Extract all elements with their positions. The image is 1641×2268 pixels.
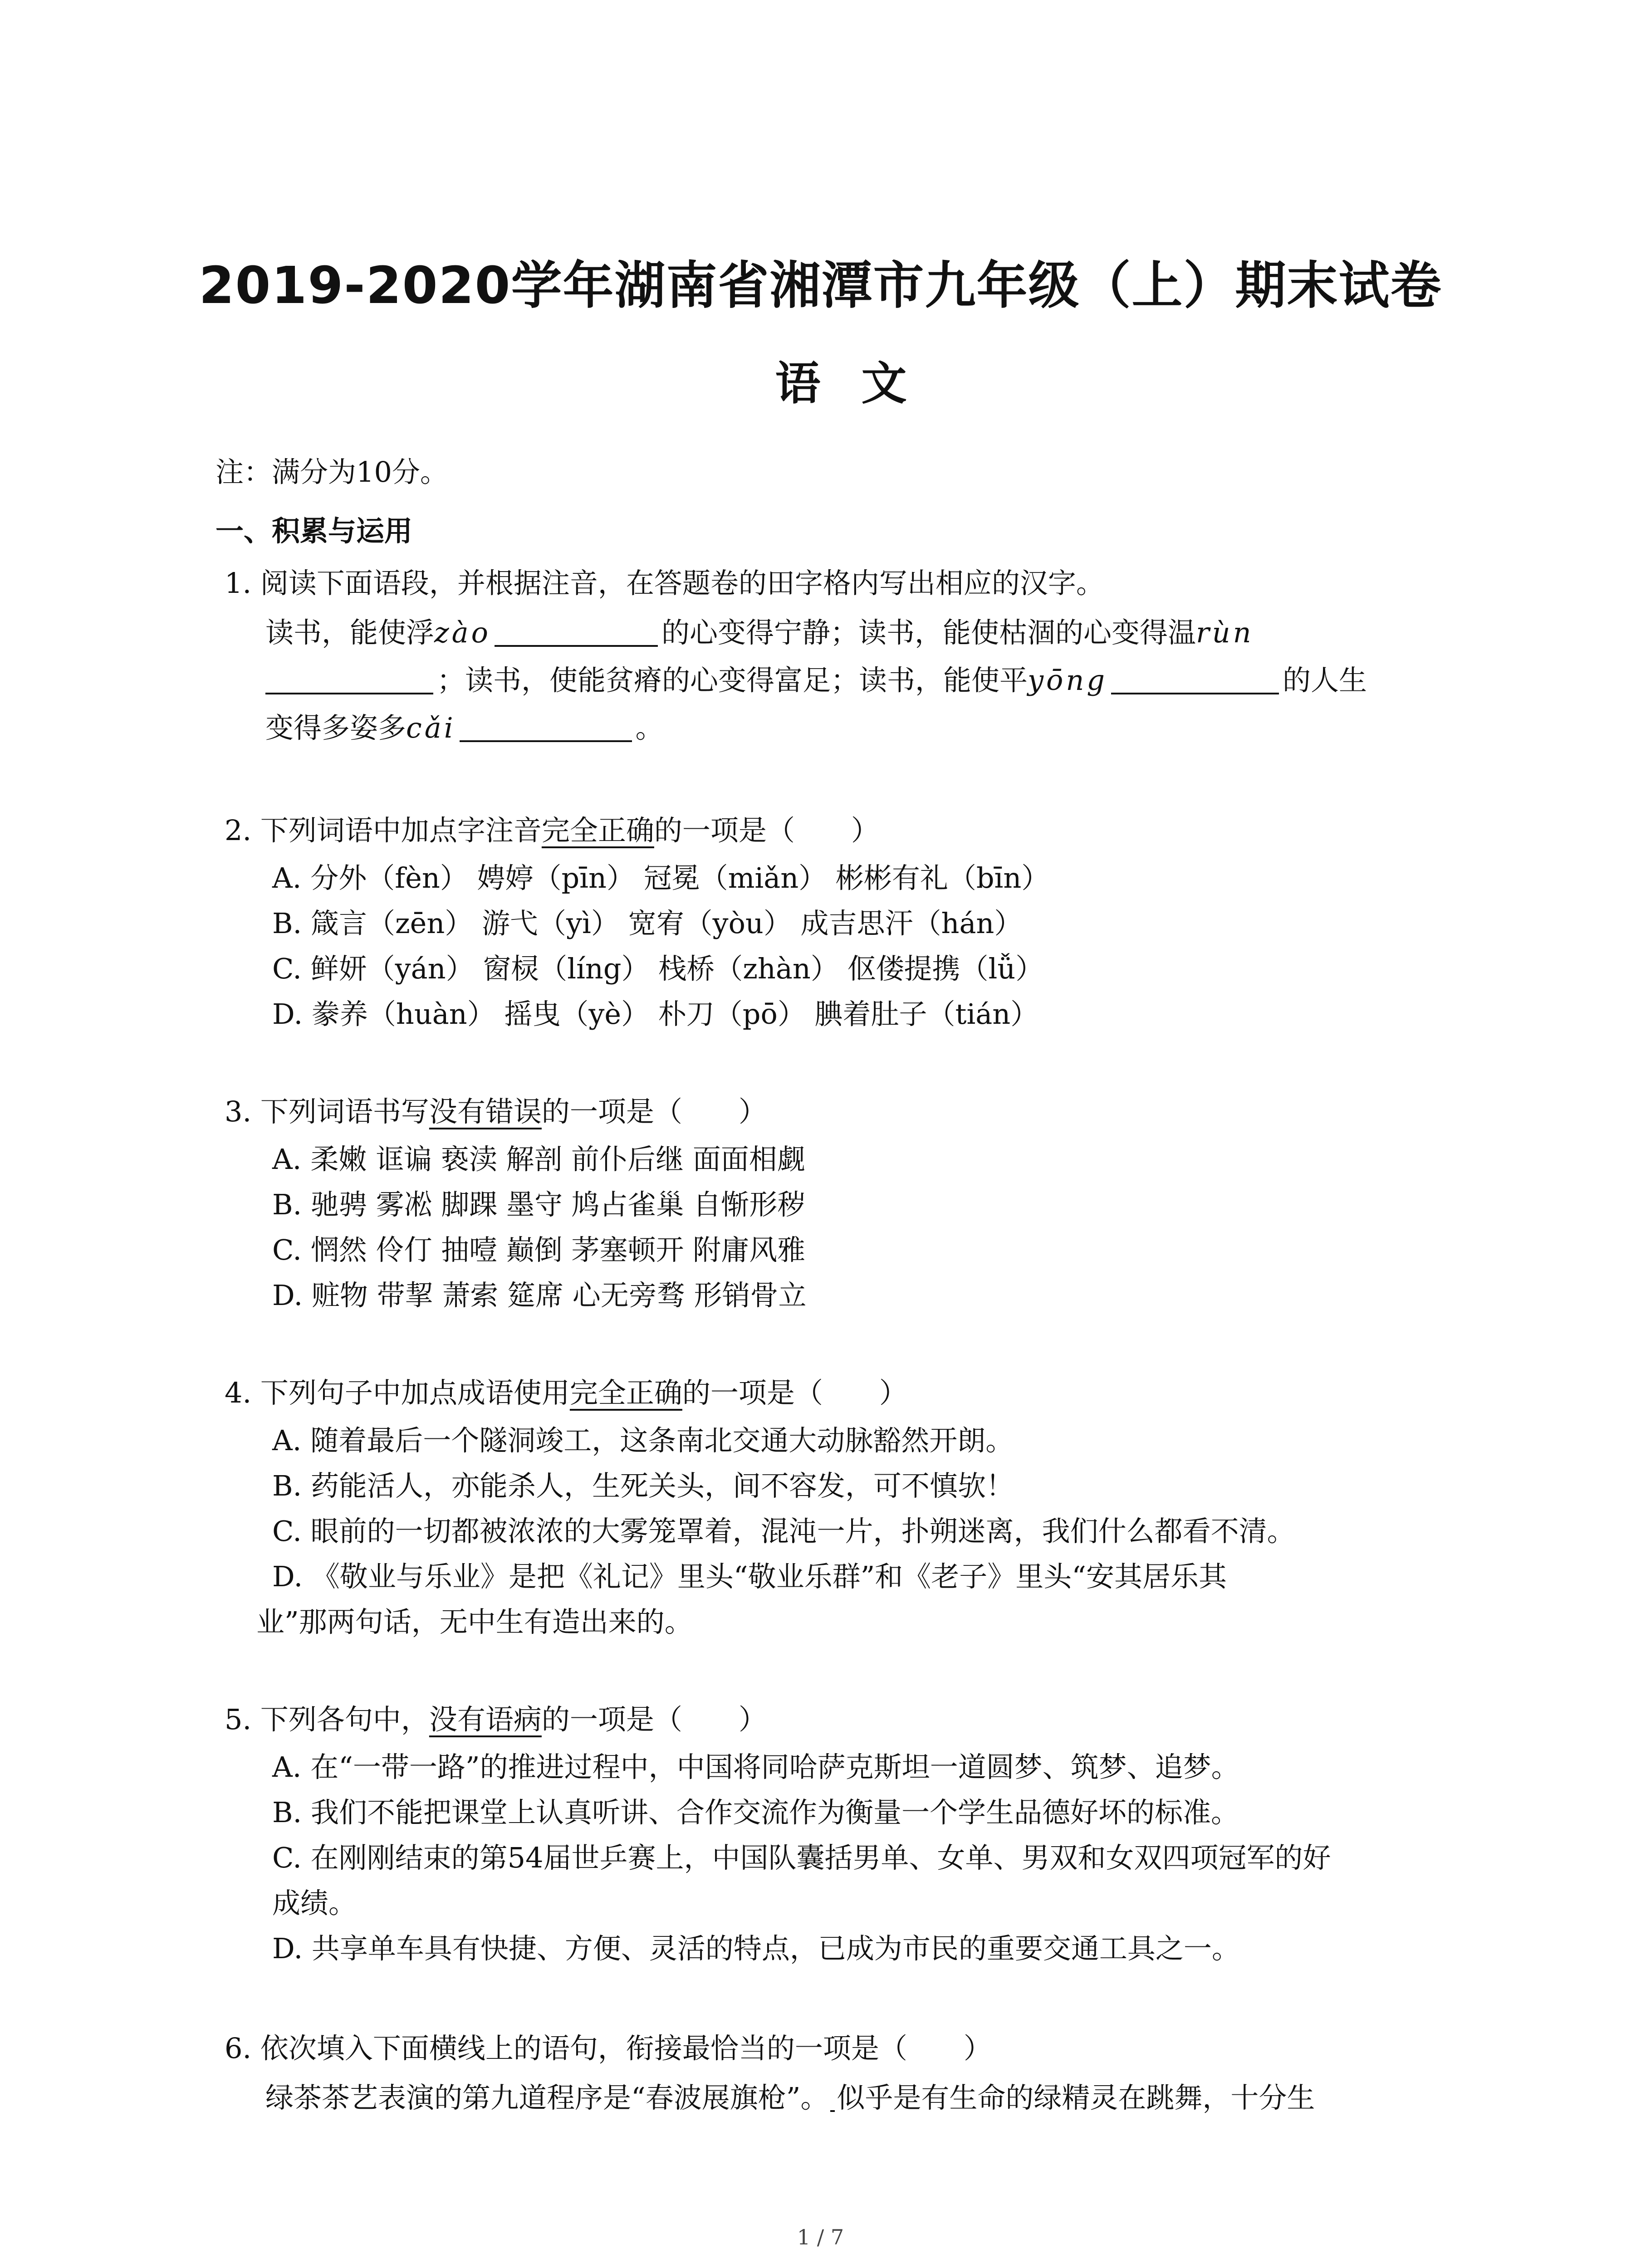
q2-option-d[interactable]: D. 豢养（huàn） 摇曳（yè） 朴刀（pō） 腆着肚子（tián）	[272, 997, 1039, 1031]
q1-text: 的人生	[1283, 664, 1367, 697]
q6-passage-text: 似乎是有生命的绿精灵在跳舞，十分生	[837, 2081, 1315, 2114]
pinyin: zào	[434, 616, 491, 649]
q4-option-d-cont: 业”那两句话，无中生有造出来的。	[256, 1605, 693, 1638]
q1-stem: 1. 阅读下面语段，并根据注音，在答题卷的田字格内写出相应的汉字。	[225, 567, 1104, 600]
q6-stem: 6. 依次填入下面横线上的语句，衔接最恰当的一项是（ ）	[225, 2032, 992, 2065]
q2-stem-text: 2. 下列词语中加点字注音	[225, 814, 542, 847]
q4-option-c[interactable]: C. 眼前的一切都被浓浓的大雾笼罩着，混沌一片，扑朔迷离，我们什么都看不清。	[272, 1515, 1295, 1548]
q2-option-b[interactable]: B. 箴言（zēn） 游弋（yì） 宽宥（yòu） 成吉思汗（hán）	[272, 907, 1023, 940]
q4-stem	[225, 1376, 907, 1409]
answer-blank[interactable]	[495, 617, 658, 647]
q2-stem-text: 的一项是（ ）	[654, 814, 879, 847]
answer-blank[interactable]	[830, 2082, 835, 2112]
q3-stem-text: 的一项是（ ）	[541, 1095, 767, 1128]
q4-option-a[interactable]: A. 随着最后一个隧洞竣工，这条南北交通大动脉豁然开朗。	[272, 1424, 1014, 1457]
q4-option-d[interactable]: D. 《敬业与乐业》是把《礼记》里头“敬业乐群”和《老子》里头“安其居乐其	[272, 1560, 1227, 1593]
q4-key-phrase: 完全正确	[569, 1376, 682, 1409]
q5-option-b[interactable]: B. 我们不能把课堂上认真听讲、合作交流作为衡量一个学生品德好坏的标准。	[272, 1796, 1239, 1829]
q2-stem	[225, 816, 879, 845]
q3-stem	[225, 1095, 767, 1128]
answer-blank[interactable]	[1111, 665, 1279, 694]
q4-stem-text: 4. 下列句子中加点成语使用	[225, 1376, 570, 1409]
q5-stem-text: 的一项是（ ）	[541, 1703, 767, 1736]
q1-text: 的心变得宁静；读书，能使枯涸的心变得温	[661, 616, 1196, 649]
q1-text: 读书，能使浮	[265, 616, 435, 649]
answer-blank[interactable]	[265, 665, 433, 694]
q5-option-c-cont: 成绩。	[272, 1887, 357, 1920]
q3-option-a[interactable]: A. 柔嫩 诓谝 亵渎 解剖 前仆后继 面面相觑	[272, 1143, 805, 1176]
q3-option-b[interactable]: B. 驰骋 雾凇 脚踝 墨守 鸠占雀巢 自惭形秽	[272, 1188, 806, 1221]
pinyin: yōng	[1028, 664, 1107, 697]
q5-key-phrase: 没有语病	[429, 1703, 542, 1736]
q1-line-2	[265, 664, 1367, 697]
q5-option-a[interactable]: A. 在“一带一路”的推进过程中，中国将同哈萨克斯坦一道圆梦、筑梦、追梦。	[272, 1750, 1239, 1784]
q1-text: 。	[635, 711, 664, 744]
q3-key-phrase: 没有错误	[429, 1095, 542, 1128]
answer-blank[interactable]	[460, 712, 632, 742]
score-note: 注：满分为10分。	[216, 455, 448, 489]
q3-option-c[interactable]: C. 惘然 伶仃 抽噎 巅倒 茅塞顿开 附庸风雅	[272, 1233, 806, 1266]
page-number: 1 / 7	[797, 2225, 844, 2249]
q5-option-c[interactable]: C. 在刚刚结束的第54届世乒赛上，中国队囊括男单、女单、男双和女双四项冠军的好	[272, 1841, 1331, 1874]
pinyin: rùn	[1196, 616, 1254, 649]
q1-line-1	[265, 617, 1254, 647]
q3-option-d[interactable]: D. 赃物 带挈 萧索 筵席 心无旁骛 形销骨立	[272, 1279, 807, 1312]
q4-option-b[interactable]: B. 药能活人，亦能杀人，生死关头，间不容发，可不慎欤！	[272, 1469, 1014, 1502]
q1-text: ；读书，使能贫瘠的心变得富足；读书，能使平	[437, 664, 1028, 697]
q5-option-d[interactable]: D. 共享单车具有快捷、方便、灵活的特点，已成为市民的重要交通工具之一。	[272, 1932, 1240, 1965]
exam-subject: 语文	[775, 357, 948, 410]
q6-passage	[265, 2082, 1315, 2112]
q5-stem-text: 5. 下列各句中，	[225, 1703, 429, 1736]
exam-title: 2019-2020学年湖南省湘潭市九年级（上）期末试卷	[199, 256, 1442, 315]
q6-passage-text: 绿茶茶艺表演的第九道程序是“春波展旗枪”。	[265, 2081, 829, 2114]
pinyin: cǎi	[406, 711, 456, 744]
q2-option-a[interactable]: A. 分外（fèn） 娉婷（pīn） 冠冕（miǎn） 彬彬有礼（bīn）	[272, 861, 1050, 894]
q4-stem-text: 的一项是（ ）	[682, 1376, 907, 1409]
q2-option-c[interactable]: C. 鲜妍（yán） 窗棂（líng） 栈桥（zhàn） 伛偻提携（lǚ）	[272, 952, 1044, 985]
q1-text: 变得多姿多	[265, 711, 407, 744]
q3-stem-text: 3. 下列词语书写	[225, 1095, 429, 1128]
q2-key-phrase: 完全正确	[541, 814, 654, 847]
section-heading: 一、积累与运用	[216, 514, 413, 547]
q1-line-3	[265, 712, 664, 742]
q5-stem	[225, 1703, 767, 1736]
